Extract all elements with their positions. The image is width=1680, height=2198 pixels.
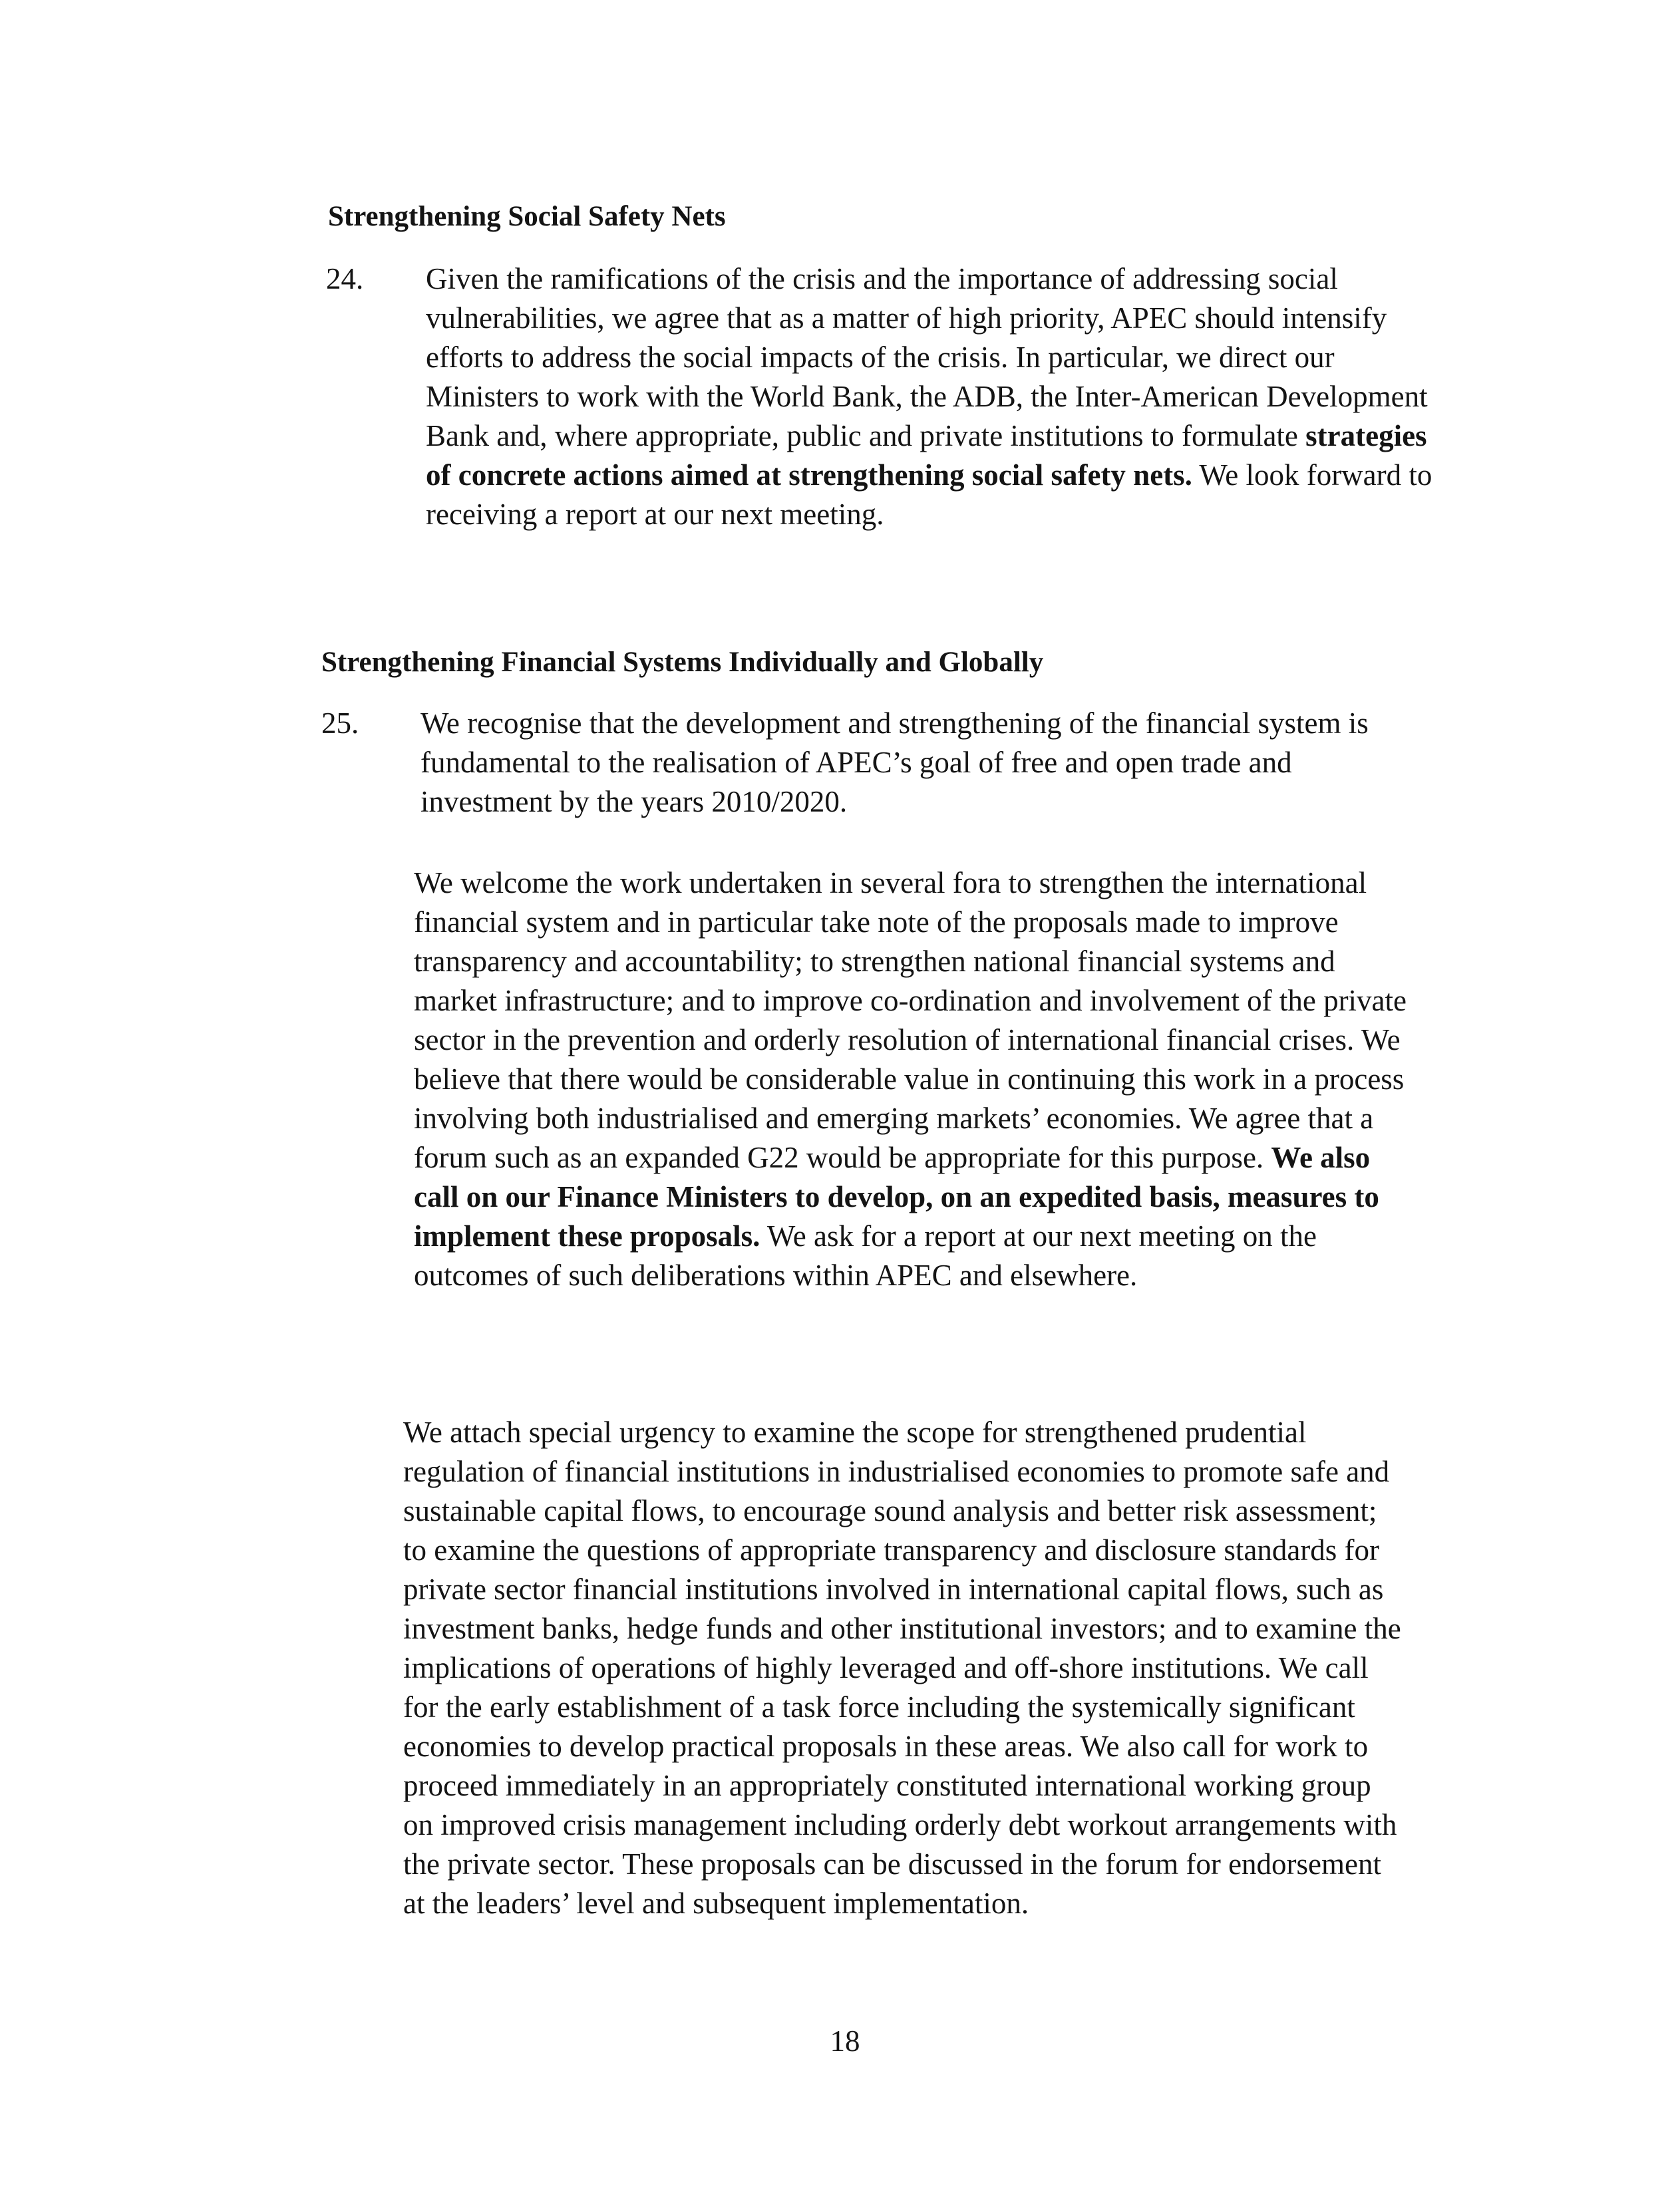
section-heading-social-safety-nets: Strengthening Social Safety Nets <box>328 201 726 232</box>
section-heading-financial-systems: Strengthening Financial Systems Individually and Globally <box>321 647 1044 678</box>
paragraph-25-intro: We recognise that the development and strengthening of the financial system is fundamental to the realisation of APEC’s goal of free and open trade and investment by the years 2010/2020. <box>420 706 1369 818</box>
paragraph-25b-text-end: We ask for a report at our next meeting on the outcomes of such deliberations within APEC and elsewhere. <box>414 1219 1317 1292</box>
paragraph-25-special-urgency: We attach special urgency to examine the scope for strengthened prudential regulation of financial institutions in industrialised economies to promote safe and sustainable capital flows, to encourage sound analysis and better risk assessment; to examine the questions of appropriate transparency and disclosure standards for private sector financial institutions involved in international capital flows, such as investment banks, hedge funds and other institutional investors; and to examine the implications of operations of highly leveraged and off-shore institutions. We call for the early establishment of a task force including the systemically significant economies to develop practical proposals in these areas. We also call for work to proceed immediately in an appropriately constituted international working group on improved crisis management including orderly debt workout arrangements with the private sector. These proposals can be discussed in the forum for endorsement at the leaders’ level and subsequent implementation. <box>403 1416 1401 1920</box>
paragraph-24-text-start: Given the ramifications of the crisis and the importance of addressing social vulnerabilities, we agree that as a matter of high priority, APEC should intensify efforts to address the social impacts of the crisis. In particular, we direct our Ministers to work with the World Bank, the ADB, the Inter-American Development Bank and, where appropriate, public and private institutions to formulate <box>426 262 1428 452</box>
paragraph-25b-bold-text: We also call on our Finance Ministers to develop, on an expedited basis, measures to implement these proposals. <box>414 1141 1379 1253</box>
paragraph-25-international-financial-system <box>414 864 1412 1295</box>
page-number: 18 <box>830 2024 860 2058</box>
paragraph-number-24: 24. <box>326 262 364 295</box>
paragraph-number-25: 25. <box>321 706 359 740</box>
paragraph-25b-text-start: We welcome the work undertaken in several fora to strengthen the international financial system and in particular take note of the proposals made to improve transparency and accountability; to strengthen national financial systems and market infrastructure; and to improve co-ordination and involvement of the private sector in the prevention and orderly resolution of international financial crises. We believe that there would be considerable value in continuing this work in a process involving both industrialised and emerging markets’ economies. We agree that a forum such as an expanded G22 would be appropriate for this purpose. <box>414 866 1407 1174</box>
paragraph-24 <box>426 259 1444 534</box>
paragraph-24-bold-text: strategies of concrete actions aimed at strengthening social safety nets. <box>426 419 1427 492</box>
paragraph-24-text-end: We look forward to receiving a report at our next meeting. <box>426 458 1432 531</box>
